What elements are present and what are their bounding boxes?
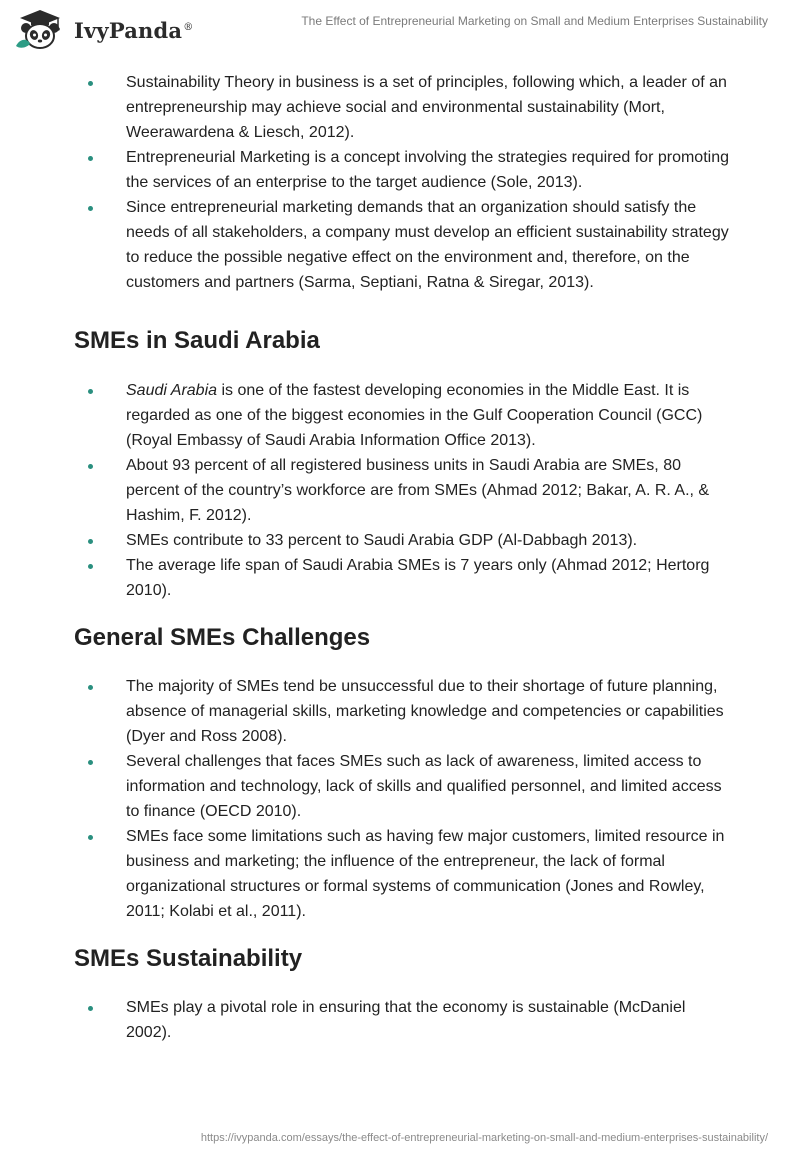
bullet-icon: [88, 389, 93, 394]
list-item: About 93 percent of all registered business units in Saudi Arabia are SMEs, 80 percent of the country’s workforce are from SMEs (Ahmad 2012; Bakar, A. R. A., & Hashim, F. 2012).: [74, 453, 734, 528]
bullet-icon: [88, 1006, 93, 1011]
list-item: The majority of SMEs tend be unsuccessful due to their shortage of future planning, absence of managerial skills, marketing knowledge and competencies or capabilities (Dyer and Ross 2008).: [74, 674, 734, 749]
list-item: SMEs play a pivotal role in ensuring that the economy is sustainable (McDaniel 2002).: [74, 995, 734, 1045]
challenges-bullet-list: [74, 674, 734, 924]
bullet-icon: [88, 464, 93, 469]
saudi-bullet-list: [74, 378, 734, 603]
bullet-icon: [88, 835, 93, 840]
sustainability-bullet-list: [74, 995, 734, 1045]
list-item: The average life span of Saudi Arabia SMEs is 7 years only (Ahmad 2012; Hertorg 2010).: [74, 553, 734, 603]
section-heading-challenges: General SMEs Challenges: [74, 624, 371, 651]
registered-mark: ®: [183, 21, 194, 33]
document-title: The Effect of Entrepreneurial Marketing on Small and Medium Enterprises Sustainability: [301, 14, 768, 28]
list-item: Several challenges that faces SMEs such as lack of awareness, limited access to information and technology, lack of skills and qualified personnel, and limited access to finance (OECD 2010).: [74, 749, 734, 824]
list-item: Sustainability Theory in business is a set of principles, following which, a leader of an entrepreneurship may achieve social and environmental sustainability (Mort, Weerawardena & Liesch, 2012).: [74, 70, 734, 145]
section-heading-sustainability: SMEs Sustainability: [74, 945, 303, 972]
list-item: Since entrepreneurial marketing demands that an organization should satisfy the needs of all stakeholders, a company must develop an efficient sustainability strategy to reduce the possible negative effect on the environment and, therefore, on the customers and partners (Sarma, Septiani, Ratna & Siregar, 2013).: [74, 195, 734, 295]
source-url[interactable]: https://ivypanda.com/essays/the-effect-of-entrepreneurial-marketing-on-small-and-medium-enterprises-sustainability/: [200, 1132, 768, 1144]
list-item: Saudi Arabia is one of the fastest developing economies in the Middle East. It is regarded as one of the biggest economies in the Gulf Cooperation Council (GCC) (Royal Embassy of Saudi Arabia Information Office 2013).: [74, 378, 734, 453]
bullet-icon: [88, 81, 93, 86]
bullet-icon: [88, 156, 93, 161]
intro-bullet-list: [74, 70, 734, 295]
page-header: [0, 0, 800, 60]
ivypanda-logo[interactable]: [14, 8, 193, 52]
bullet-icon: [88, 685, 93, 690]
bullet-icon: [88, 539, 93, 544]
bullet-icon: [88, 564, 93, 569]
list-item: SMEs face some limitations such as having few major customers, limited resource in business and marketing; the influence of the entrepreneur, the lack of formal organizational structures or formal systems of communication (Jones and Rowley, 2011; Kolabi et al., 2011).: [74, 824, 734, 924]
list-item: SMEs contribute to 33 percent to Saudi Arabia GDP (Al-Dabbagh 2013).: [74, 528, 734, 553]
bullet-icon: [88, 206, 93, 211]
bullet-icon: [88, 760, 93, 765]
panda-graduate-icon: [14, 8, 66, 52]
brand-name: IvyPanda®: [74, 17, 194, 43]
section-heading-saudi: SMEs in Saudi Arabia: [74, 327, 320, 354]
essay-content: [74, 70, 734, 1045]
list-item: Entrepreneurial Marketing is a concept involving the strategies required for promoting the services of an enterprise to the target audience (Sole, 2013).: [74, 145, 734, 195]
